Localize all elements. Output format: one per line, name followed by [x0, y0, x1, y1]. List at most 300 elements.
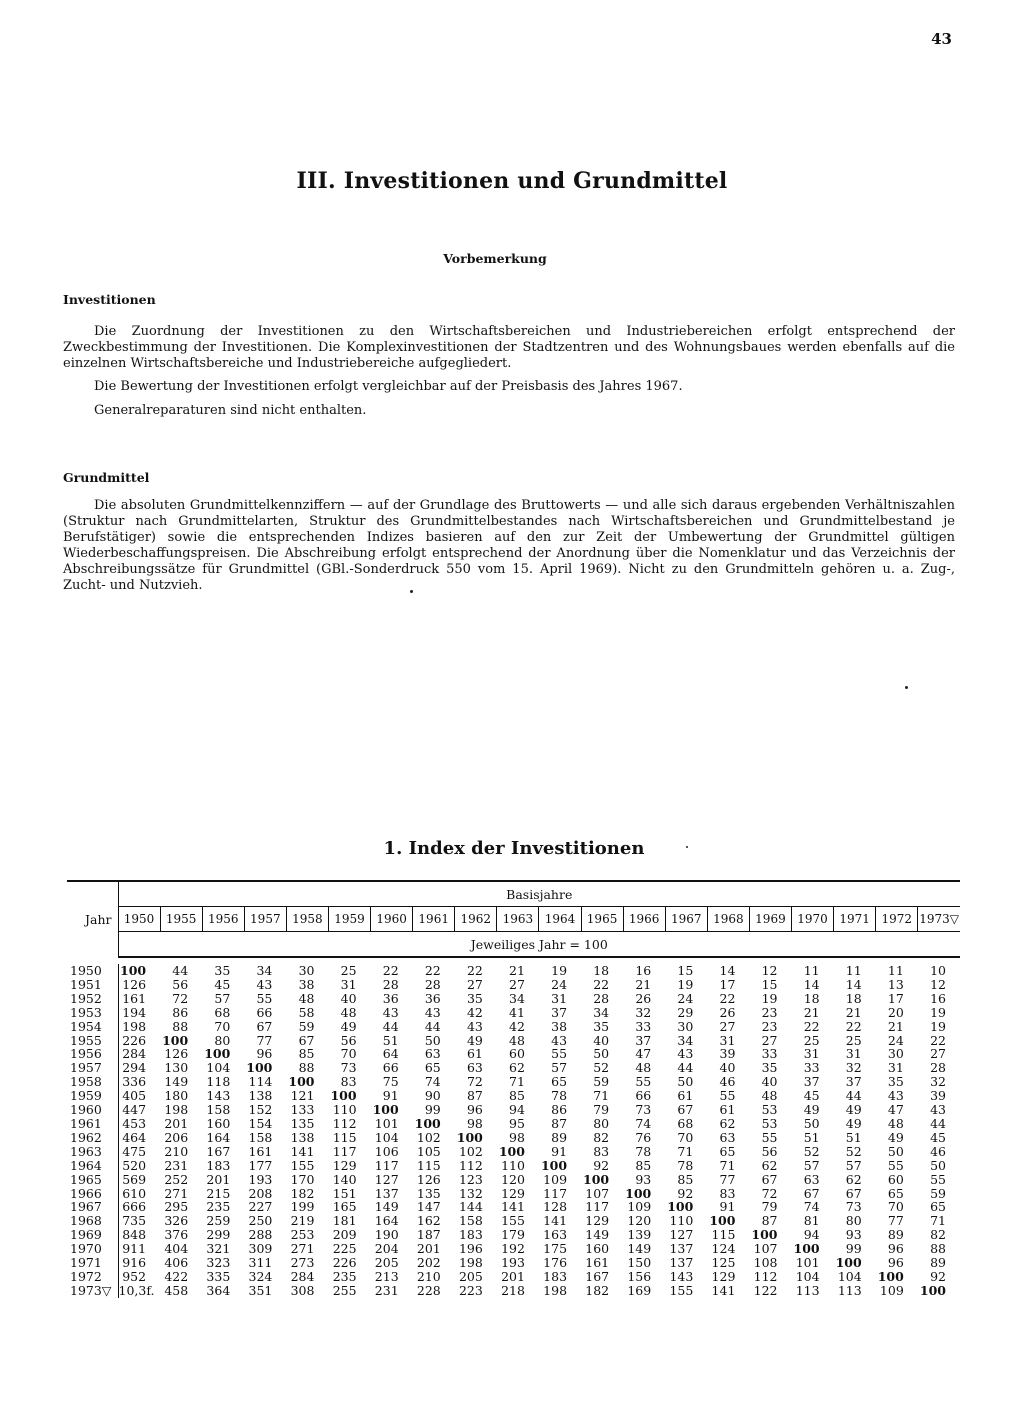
index-cell: 128 — [543, 1199, 568, 1215]
index-cell: 34 — [677, 1032, 694, 1048]
index-cell: 96 — [466, 1102, 483, 1118]
row-year: 1969 — [67, 1228, 118, 1242]
index-cell: 59 — [593, 1074, 610, 1090]
index-cell: 610 — [122, 1185, 147, 1201]
index-cell: 104 — [837, 1268, 862, 1284]
index-cell: 202 — [416, 1255, 441, 1271]
index-cell: 155 — [290, 1157, 315, 1173]
index-cell: 60 — [509, 1046, 525, 1062]
index-cell: 31 — [845, 1046, 862, 1062]
index-cell: 77 — [887, 1213, 904, 1229]
table-row — [67, 992, 960, 1006]
index-cell: 100 — [288, 1074, 315, 1090]
index-cell: 113 — [795, 1282, 820, 1298]
index-cell: 122 — [753, 1282, 778, 1298]
index-cell: 44 — [930, 1115, 946, 1131]
index-cell: 56 — [761, 1143, 778, 1159]
index-cell: 99 — [845, 1241, 862, 1257]
index-cell: 50 — [930, 1157, 946, 1173]
investitionen-paragraph-1: Die Zuordnung der Investitionen zu den Wirtschaftsbereichen und Industriebereichen erfolgt entsprechend der Zweckbestimmung der Investitionen. Die Komplexinvestitionen der Stadtzentren und des Wohnungsbaues werden ebenfalls auf die einzelnen Wirtschaftsbereiche und Industriebereiche aufgegliedert. — [63, 324, 955, 371]
index-cell: 201 — [206, 1171, 231, 1187]
index-cell: 183 — [543, 1268, 568, 1284]
index-cell: 55 — [887, 1157, 904, 1173]
index-cell: 49 — [887, 1129, 904, 1145]
index-cell: 22 — [719, 990, 736, 1006]
index-cell: 161 — [248, 1143, 273, 1159]
index-cell: 77 — [719, 1171, 736, 1187]
index-cell: 22 — [424, 963, 441, 978]
index-cell: 143 — [669, 1268, 694, 1284]
index-cell: 112 — [753, 1268, 778, 1284]
index-cell: 110 — [332, 1102, 357, 1118]
index-cell: 11 — [887, 963, 904, 978]
index-cell: 21 — [845, 1004, 862, 1020]
index-cell: 104 — [374, 1129, 399, 1145]
index-cell: 32 — [845, 1060, 862, 1076]
index-cell: 104 — [795, 1268, 820, 1284]
index-cell: 22 — [593, 976, 610, 992]
row-year: 1963 — [67, 1145, 118, 1159]
index-cell: 19 — [761, 990, 778, 1006]
base-year-header: 1957 — [244, 907, 286, 932]
index-cell: 35 — [761, 1060, 778, 1076]
index-cell: 45 — [930, 1129, 946, 1145]
index-cell: 666 — [122, 1199, 147, 1215]
index-cell: 125 — [711, 1255, 736, 1271]
index-cell: 38 — [551, 1018, 568, 1034]
index-cell: 71 — [677, 1143, 694, 1159]
index-cell: 92 — [593, 1157, 610, 1173]
index-cell: 70 — [677, 1129, 694, 1145]
index-cell: 93 — [635, 1171, 652, 1187]
index-cell: 129 — [332, 1157, 357, 1173]
index-cell: 121 — [290, 1088, 315, 1104]
index-cell: 135 — [416, 1185, 441, 1201]
index-cell: 309 — [248, 1241, 273, 1257]
index-cell: 170 — [290, 1171, 315, 1187]
index-cell: 89 — [551, 1129, 568, 1145]
index-cell: 204 — [374, 1241, 399, 1257]
index-cell: 51 — [803, 1129, 820, 1145]
index-cell: 83 — [340, 1074, 357, 1090]
index-cell: 210 — [164, 1143, 189, 1159]
index-cell: 127 — [669, 1227, 694, 1243]
index-cell: 96 — [887, 1241, 904, 1257]
index-cell: 101 — [374, 1115, 399, 1131]
index-cell: 109 — [627, 1199, 652, 1215]
index-cell: 81 — [803, 1213, 820, 1229]
index-cell: 35 — [214, 963, 231, 978]
index-cell: 89 — [930, 1255, 946, 1271]
base-year-header: 1962 — [455, 907, 497, 932]
index-cell: 104 — [206, 1060, 231, 1076]
index-cell: 40 — [593, 1032, 610, 1048]
index-cell: 100 — [709, 1213, 736, 1229]
index-cell: 127 — [374, 1171, 399, 1187]
index-cell: 226 — [122, 1032, 147, 1048]
index-cell: 120 — [627, 1213, 652, 1229]
index-cell: 13 — [887, 976, 904, 992]
index-cell: 109 — [879, 1282, 904, 1298]
index-cell: 138 — [248, 1088, 273, 1104]
index-cell: 100 — [751, 1227, 778, 1243]
index-cell: 50 — [887, 1143, 904, 1159]
index-cell: 67 — [761, 1171, 778, 1187]
index-cell: 100 — [120, 963, 147, 978]
index-cell: 51 — [845, 1129, 862, 1145]
index-cell: 45 — [803, 1088, 820, 1104]
base-year-header: 1972 — [876, 907, 918, 932]
index-cell: 24 — [551, 976, 568, 992]
index-cell: 569 — [122, 1171, 147, 1187]
index-cell: 141 — [711, 1282, 736, 1298]
index-cell: 31 — [887, 1060, 904, 1076]
index-cell: 180 — [164, 1088, 189, 1104]
table-row — [67, 1284, 960, 1298]
index-cell: 149 — [585, 1227, 610, 1243]
index-cell: 27 — [719, 1018, 736, 1034]
index-cell: 16 — [930, 990, 946, 1006]
investitionen-paragraph-2: Die Bewertung der Investitionen erfolgt vergleichbar auf der Preisbasis des Jahres 1967. — [94, 379, 683, 394]
index-cell: 179 — [501, 1227, 525, 1243]
index-cell: 33 — [761, 1046, 778, 1062]
index-cell: 85 — [509, 1088, 525, 1104]
table-row — [67, 1214, 960, 1228]
index-cell: 85 — [298, 1046, 315, 1062]
index-cell: 192 — [501, 1241, 525, 1257]
index-cell: 100 — [330, 1088, 357, 1104]
index-cell: 156 — [627, 1268, 652, 1284]
index-cell: 28 — [424, 976, 441, 992]
index-cell: 80 — [845, 1213, 862, 1229]
index-cell: 11 — [845, 963, 862, 978]
index-cell: 130 — [164, 1060, 189, 1076]
index-cell: 154 — [248, 1115, 273, 1131]
index-cell: 226 — [332, 1255, 357, 1271]
index-cell: 147 — [416, 1199, 441, 1215]
table-row — [67, 1034, 960, 1048]
index-cell: 11 — [803, 963, 820, 978]
index-cell: 952 — [122, 1268, 147, 1284]
index-cell: 100 — [162, 1032, 189, 1048]
index-cell: 18 — [845, 990, 862, 1006]
index-cell: 80 — [214, 1032, 231, 1048]
index-cell: 35 — [593, 1018, 610, 1034]
index-cell: 67 — [256, 1018, 273, 1034]
index-cell: 25 — [340, 963, 357, 978]
index-cell: 55 — [719, 1088, 736, 1104]
index-cell: 87 — [761, 1213, 778, 1229]
index-cell: 100 — [919, 1282, 946, 1298]
index-cell: 17 — [887, 990, 904, 1006]
index-cell: 102 — [458, 1143, 483, 1159]
index-cell: 177 — [248, 1157, 273, 1173]
index-cell: 105 — [416, 1143, 441, 1159]
index-cell: 161 — [585, 1255, 610, 1271]
investitionen-heading: Investitionen — [63, 292, 156, 307]
index-cell: 70 — [887, 1199, 904, 1215]
index-cell: 112 — [458, 1157, 483, 1173]
index-cell: 86 — [172, 1004, 189, 1020]
base-year-header: 1950 — [118, 907, 160, 932]
index-cell: 162 — [416, 1213, 441, 1229]
index-cell: 58 — [298, 1004, 315, 1020]
index-cell: 102 — [416, 1129, 441, 1145]
reference-year-header: Jeweiliges Jahr = 100 — [118, 932, 960, 958]
index-cell: 42 — [509, 1018, 525, 1034]
index-cell: 151 — [332, 1185, 357, 1201]
index-cell: 169 — [627, 1282, 652, 1298]
index-cell: 48 — [635, 1060, 652, 1076]
index-cell: 91 — [719, 1199, 736, 1215]
index-cell: 252 — [164, 1171, 189, 1187]
index-cell: 43 — [424, 1004, 441, 1020]
index-cell: 198 — [164, 1102, 189, 1118]
index-cell: 48 — [340, 1004, 357, 1020]
base-year-header: 1964 — [539, 907, 581, 932]
table-row — [67, 1075, 960, 1089]
index-cell: 49 — [845, 1115, 862, 1131]
row-year: 1968 — [67, 1214, 118, 1228]
index-cell: 92 — [677, 1185, 694, 1201]
index-cell: 24 — [677, 990, 694, 1006]
index-cell: 225 — [332, 1241, 357, 1257]
index-cell: 73 — [845, 1199, 862, 1215]
index-cell: 63 — [466, 1060, 483, 1076]
base-year-header: 1971 — [834, 907, 876, 932]
index-cell: 66 — [256, 1004, 273, 1020]
index-cell: 98 — [509, 1129, 525, 1145]
index-cell: 61 — [466, 1046, 483, 1062]
index-cell: 201 — [164, 1115, 189, 1131]
index-cell: 135 — [290, 1115, 315, 1131]
index-cell: 364 — [206, 1282, 231, 1298]
row-year: 1960 — [67, 1103, 118, 1117]
row-year: 1955 — [67, 1034, 118, 1048]
index-cell: 55 — [256, 990, 273, 1006]
index-cell: 26 — [635, 990, 652, 1006]
index-cell: 64 — [382, 1046, 399, 1062]
index-cell: 30 — [887, 1046, 904, 1062]
index-cell: 115 — [332, 1129, 357, 1145]
index-cell: 27 — [466, 976, 483, 992]
index-cell: 35 — [466, 990, 483, 1006]
index-cell: 227 — [248, 1199, 273, 1215]
index-cell: 87 — [466, 1088, 483, 1104]
index-cell: 126 — [416, 1171, 441, 1187]
index-cell: 201 — [416, 1241, 441, 1257]
index-cell: 152 — [248, 1102, 273, 1118]
index-cell: 321 — [206, 1241, 231, 1257]
index-cell: 273 — [290, 1255, 315, 1271]
index-cell: 22 — [382, 963, 399, 978]
base-year-header: 1968 — [707, 907, 749, 932]
index-cell: 453 — [122, 1115, 147, 1131]
index-cell: 117 — [374, 1157, 399, 1173]
index-cell: 95 — [509, 1115, 525, 1131]
index-cell: 56 — [340, 1032, 357, 1048]
index-cell: 193 — [501, 1255, 525, 1271]
index-cell: 44 — [382, 1018, 399, 1034]
table-title: 1. Index der Investitionen — [383, 838, 645, 859]
index-cell: 56 — [172, 976, 189, 992]
index-cell: 94 — [509, 1102, 525, 1118]
index-cell: 22 — [466, 963, 483, 978]
index-cell: 57 — [551, 1060, 568, 1076]
index-cell: 62 — [845, 1171, 862, 1187]
index-cell: 133 — [290, 1102, 315, 1118]
index-cell: 149 — [164, 1074, 189, 1090]
index-cell: 40 — [340, 990, 357, 1006]
index-cell: 65 — [551, 1074, 568, 1090]
table-row — [67, 1242, 960, 1256]
row-year: 1971 — [67, 1256, 118, 1270]
index-cell: 62 — [719, 1115, 736, 1131]
table-row — [67, 1200, 960, 1214]
index-cell: 88 — [298, 1060, 315, 1076]
index-cell: 86 — [551, 1102, 568, 1118]
index-cell: 115 — [416, 1157, 441, 1173]
table-row — [67, 1047, 960, 1061]
index-cell: 68 — [214, 1004, 231, 1020]
row-year: 1964 — [67, 1159, 118, 1173]
table-row — [67, 1117, 960, 1131]
base-year-header: 1958 — [286, 907, 328, 932]
index-cell: 126 — [164, 1046, 189, 1062]
row-year: 1972 — [67, 1270, 118, 1284]
index-cell: 96 — [256, 1046, 273, 1062]
index-cell: 22 — [803, 1018, 820, 1034]
index-cell: 57 — [845, 1157, 862, 1173]
index-cell: 294 — [122, 1060, 147, 1076]
index-cell: 100 — [835, 1255, 862, 1271]
index-cell: 176 — [543, 1255, 568, 1271]
index-cell: 110 — [501, 1157, 525, 1173]
index-cell: 12 — [761, 963, 778, 978]
index-cell: 464 — [122, 1129, 147, 1145]
index-cell: 63 — [424, 1046, 441, 1062]
index-cell: 44 — [424, 1018, 441, 1034]
index-cell: 44 — [845, 1088, 862, 1104]
index-cell: 175 — [543, 1241, 568, 1257]
index-cell: 55 — [930, 1171, 946, 1187]
index-cell: 205 — [458, 1268, 483, 1284]
index-cell: 106 — [374, 1143, 399, 1159]
index-cell: 48 — [509, 1032, 525, 1048]
row-year: 1970 — [67, 1242, 118, 1256]
index-cell: 182 — [585, 1282, 610, 1298]
index-cell: 76 — [635, 1129, 652, 1145]
index-cell: 149 — [627, 1241, 652, 1257]
grundmittel-heading: Grundmittel — [63, 470, 150, 485]
ink-speck — [686, 846, 688, 848]
index-cell: 14 — [803, 976, 820, 992]
chapter-title: III. Investitionen und Grundmittel — [296, 168, 728, 194]
index-cell: 72 — [466, 1074, 483, 1090]
index-cell: 100 — [583, 1171, 610, 1187]
index-cell: 183 — [458, 1227, 483, 1243]
index-cell: 47 — [887, 1102, 904, 1118]
index-cell: 66 — [635, 1088, 652, 1104]
index-cell: 19 — [551, 963, 568, 978]
index-cell: 295 — [164, 1199, 189, 1215]
index-cell: 73 — [340, 1060, 357, 1076]
index-cell: 308 — [290, 1282, 315, 1298]
index-cell: 49 — [845, 1102, 862, 1118]
index-cell: 198 — [458, 1255, 483, 1271]
index-cell: 52 — [593, 1060, 610, 1076]
index-cell: 48 — [298, 990, 315, 1006]
index-cell: 85 — [635, 1157, 652, 1173]
index-cell: 88 — [930, 1241, 946, 1257]
index-cell: 311 — [248, 1255, 273, 1271]
index-cell: 206 — [164, 1129, 189, 1145]
table-row — [67, 1270, 960, 1284]
index-cell: 141 — [290, 1143, 315, 1159]
index-cell: 284 — [290, 1268, 315, 1284]
index-cell: 65 — [424, 1060, 441, 1076]
index-cell: 88 — [172, 1018, 189, 1034]
index-cell: 49 — [466, 1032, 483, 1048]
index-cell: 209 — [332, 1227, 357, 1243]
index-cell: 43 — [466, 1018, 483, 1034]
table-row — [67, 1089, 960, 1103]
index-cell: 37 — [803, 1074, 820, 1090]
index-cell: 351 — [248, 1282, 273, 1298]
index-cell: 100 — [498, 1143, 525, 1159]
index-cell: 199 — [290, 1199, 315, 1215]
index-cell: 43 — [677, 1046, 694, 1062]
index-cell: 132 — [458, 1185, 483, 1201]
base-years-row — [67, 907, 960, 932]
index-cell: 141 — [543, 1213, 568, 1229]
index-cell: 167 — [585, 1268, 610, 1284]
row-year: 1962 — [67, 1131, 118, 1145]
index-cell: 150 — [627, 1255, 652, 1271]
row-year: 1959 — [67, 1089, 118, 1103]
index-cell: 53 — [761, 1102, 778, 1118]
index-cell: 74 — [424, 1074, 441, 1090]
index-cell: 87 — [551, 1115, 568, 1131]
index-cell: 49 — [803, 1102, 820, 1118]
index-cell: 15 — [677, 963, 694, 978]
index-cell: 137 — [669, 1241, 694, 1257]
index-cell: 60 — [887, 1171, 904, 1187]
index-cell: 228 — [416, 1282, 441, 1298]
table-row — [67, 978, 960, 992]
base-year-header: 1955 — [160, 907, 202, 932]
index-cell: 101 — [795, 1255, 820, 1271]
index-cell: 24 — [887, 1032, 904, 1048]
index-cell: 271 — [164, 1185, 189, 1201]
index-cell: 33 — [635, 1018, 652, 1034]
index-cell: 59 — [930, 1185, 946, 1201]
index-cell: 71 — [509, 1074, 525, 1090]
index-cell: 74 — [635, 1115, 652, 1131]
index-cell: 215 — [206, 1185, 231, 1201]
index-cell: 28 — [593, 990, 610, 1006]
index-cell: 155 — [669, 1282, 694, 1298]
index-cell: 219 — [290, 1213, 315, 1229]
index-cell: 59 — [298, 1018, 315, 1034]
index-cell: 231 — [164, 1157, 189, 1173]
table-row — [67, 1020, 960, 1034]
index-cell: 143 — [206, 1088, 231, 1104]
index-cell: 67 — [298, 1032, 315, 1048]
index-cell: 82 — [593, 1129, 610, 1145]
index-cell: 190 — [374, 1227, 399, 1243]
index-cell: 53 — [761, 1115, 778, 1131]
